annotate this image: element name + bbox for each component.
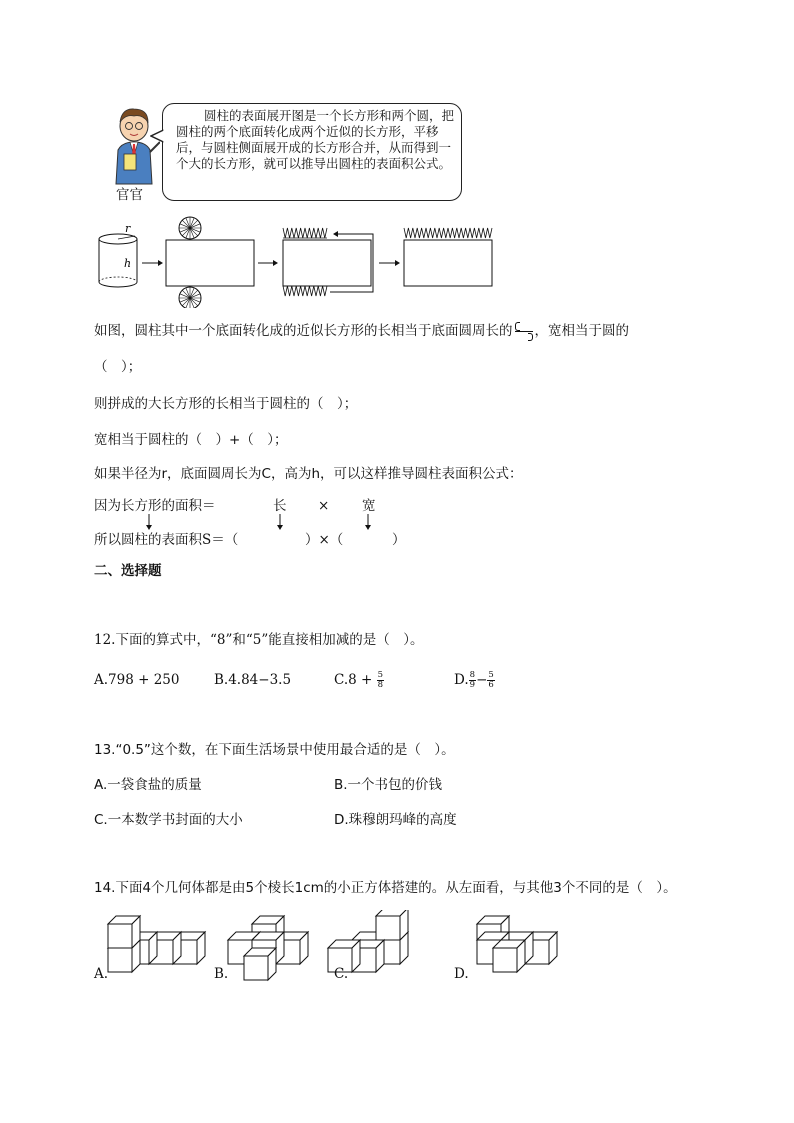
q11-line4: 宽相当于圆柱的（ ）+（ ）； (94, 432, 288, 448)
q12-option-d: D. $\frac{8}{9}$ − $\frac{5}{6}$ (454, 670, 494, 690)
radius-label: r (125, 222, 131, 235)
formula-line1-left: 因为长方形的面积＝ (94, 498, 216, 514)
q14-stem: 14.下面4个几何体都是由5个棱长1cm的小正方体搭建的。从左面看，与其他3个不同的是（ ）。 (94, 880, 677, 896)
formula-line2-left: 所以圆柱的表面积S＝（ (94, 532, 239, 548)
q11-line3: 则拼成的大长方形的长相当于圆柱的（ ）； (94, 396, 358, 412)
q11-line5: 如果半径为r，底面圆周长为C，高为h，可以这样推导圆柱表面积公式： (94, 466, 523, 482)
q13-option-d: D.珠穆朗玛峰的高度 (334, 812, 457, 828)
q13-option-b: B.一个书包的价钱 (334, 777, 443, 793)
teacher-name: 官官 (116, 187, 143, 203)
q11-line2: （ ）； (94, 359, 142, 375)
formula-line2-mid: ）×（ (305, 532, 344, 548)
q14-option-c: C. (334, 966, 349, 982)
teacher-illustration (108, 104, 160, 186)
q14-option-d: D. (454, 966, 469, 982)
height-label: h (124, 257, 132, 270)
formula-times: × (318, 498, 330, 514)
q12-option-a: A.798 + 250 (94, 672, 180, 688)
q13-option-c: C.一本数学书封面的大小 (94, 812, 243, 828)
q11-line1: 如图，圆柱其中一个底面转化成的近似长方形的长相当于底面圆周长的 ，宽相当于圆的 (94, 323, 629, 339)
q12-option-c: C.8 + $\frac{5}{8}$ (334, 670, 384, 690)
q12-stem: 12.下面的算式中，“8”和“5”能直接相加减的是（ ）。 (94, 632, 424, 648)
formula-arrows (140, 512, 380, 532)
speech-text: 圆柱的表面展开图是一个长方形和两个圆，把圆柱的两个底面转化成两个近似的长方形，平移后，与圆柱侧面展开成的长方形合并，从而得到一个大的长方形，就可以推导出圆柱的表面积公式。 (176, 108, 455, 171)
q14-option-b: B. (214, 966, 229, 982)
formula-line2-right: ） (392, 532, 406, 548)
q12-option-b: B.4.84−3.5 (214, 672, 292, 688)
formula-length: 长 (273, 498, 287, 514)
cylinder-net-diagram (92, 212, 502, 308)
section-title: 二、选择题 (94, 563, 162, 579)
q13-option-a: A.一袋食盐的质量 (94, 777, 202, 793)
q13-stem: 13.“0.5”这个数，在下面生活场景中使用最合适的是（ ）。 (94, 742, 455, 758)
speech-bubble-tail (150, 128, 166, 144)
q14-figures (94, 910, 564, 982)
formula-width: 宽 (362, 498, 376, 514)
fraction-blank (513, 322, 535, 340)
q14-option-a: A. (94, 966, 109, 982)
